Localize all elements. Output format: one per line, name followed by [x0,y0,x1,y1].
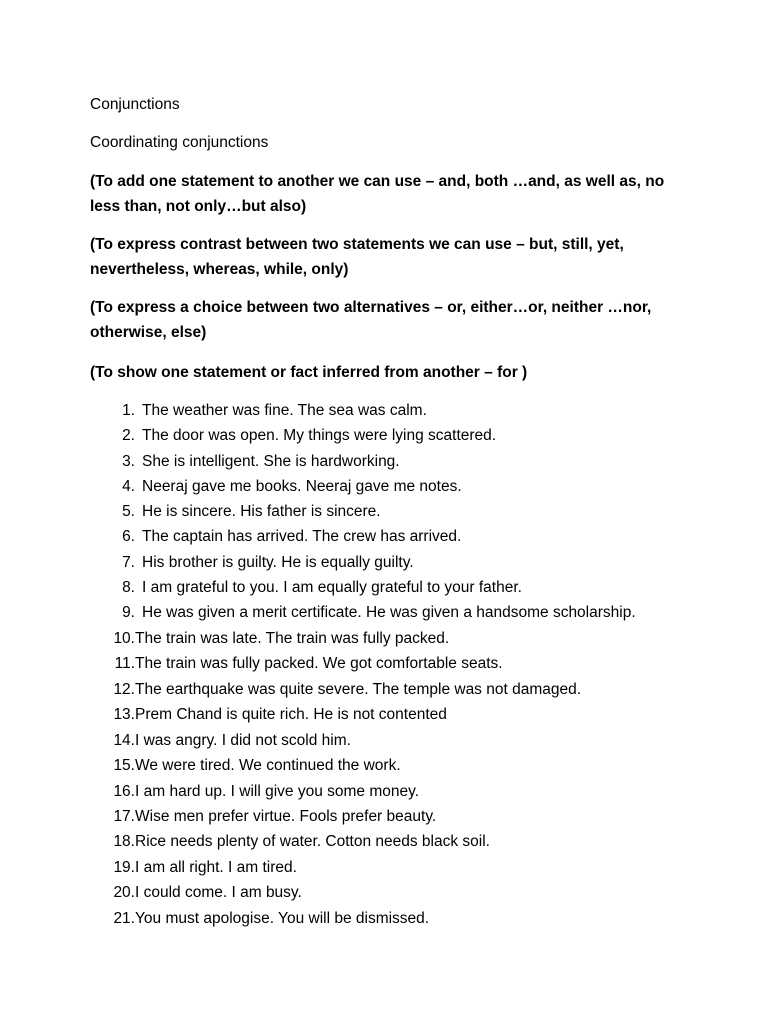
list-item-text: His brother is guilty. He is equally guilty. [142,554,414,571]
list-item [90,449,710,474]
page-subheading: Coordinating conjunctions [90,134,269,151]
list-item [90,651,710,676]
list-item-text: She is intelligent. She is hardworking. [142,453,400,470]
list-item [90,880,710,905]
list-item-number: 1. [122,402,135,419]
list-item-text: I am grateful to you. I am equally grateful to your father. [142,579,522,596]
list-item [90,804,710,829]
list-item-number: 16. [113,783,135,800]
rule-choice: (To express a choice between two alternatives – or, either…or, neither …nor, otherwise, else) [90,299,652,341]
list-item [90,677,710,702]
list-item [90,702,710,727]
list-item-number: 15. [113,757,135,774]
list-item-text: Rice needs plenty of water. Cotton needs black soil. [135,833,490,850]
list-item-number: 8. [122,579,135,596]
list-item-text: Neeraj gave me books. Neeraj gave me notes. [142,478,462,495]
page-heading: Conjunctions [90,96,180,113]
list-item-number: 20. [113,884,135,901]
list-item-number: 4. [122,478,135,495]
rule-inference: (To show one statement or fact inferred from another – for ) [90,364,528,381]
list-item-text: He is sincere. His father is sincere. [142,503,381,520]
list-item-text: Prem Chand is quite rich. He is not contented [135,706,447,723]
list-item [90,855,710,880]
list-item [90,728,710,753]
list-item-text: I was angry. I did not scold him. [135,732,351,749]
list-item [90,626,710,651]
rule-contrast: (To express contrast between two statements we can use – but, still, yet, nevertheless, whereas, while, only) [90,236,624,278]
list-item-text: I am hard up. I will give you some money. [135,783,420,800]
list-item-number: 18. [113,833,135,850]
list-item [90,423,710,448]
list-item-number: 10. [113,630,135,647]
list-item-number: 11. [114,655,135,672]
list-item-text: The train was fully packed. We got comfortable seats. [135,655,503,672]
list-item-text: You must apologise. You will be dismissed. [135,910,430,927]
list-item-number: 9. [122,604,135,621]
list-item-text: The weather was fine. The sea was calm. [142,402,427,419]
list-item-number: 17. [113,808,135,825]
list-item [90,474,710,499]
list-item-number: 6. [122,528,135,545]
list-item-number: 12. [113,681,135,698]
list-item-text: The train was late. The train was fully packed. [135,630,450,647]
list-item-text: He was given a merit certificate. He was given a handsome scholarship. [142,604,636,621]
list-item-text: I could come. I am busy. [135,884,302,901]
list-item-number: 2. [122,427,135,444]
list-item-text: The door was open. My things were lying scattered. [142,427,497,444]
list-item [90,575,710,600]
list-item [90,600,710,625]
list-item [90,550,710,575]
list-item-number: 14. [113,732,135,749]
list-item-number: 21. [113,910,135,927]
list-item-number: 19. [113,859,135,876]
rule-add: (To add one statement to another we can use – and, both …and, as well as, no less than, not only…but also) [90,173,665,215]
list-item-text: We were tired. We continued the work. [135,757,401,774]
list-item-text: Wise men prefer virtue. Fools prefer beauty. [135,808,437,825]
list-item [90,753,710,778]
list-item [90,524,710,549]
list-item [90,398,710,423]
list-item [90,829,710,854]
list-item-text: The earthquake was quite severe. The temple was not damaged. [135,681,582,698]
list-item-text: The captain has arrived. The crew has arrived. [142,528,462,545]
list-item [90,906,710,931]
list-item-number: 3. [122,453,135,470]
list-item-number: 13. [113,706,135,723]
list-item-number: 7. [122,554,135,571]
list-item [90,499,710,524]
list-item-text: I am all right. I am tired. [135,859,297,876]
list-item-number: 5. [122,503,135,520]
list-item [90,779,710,804]
